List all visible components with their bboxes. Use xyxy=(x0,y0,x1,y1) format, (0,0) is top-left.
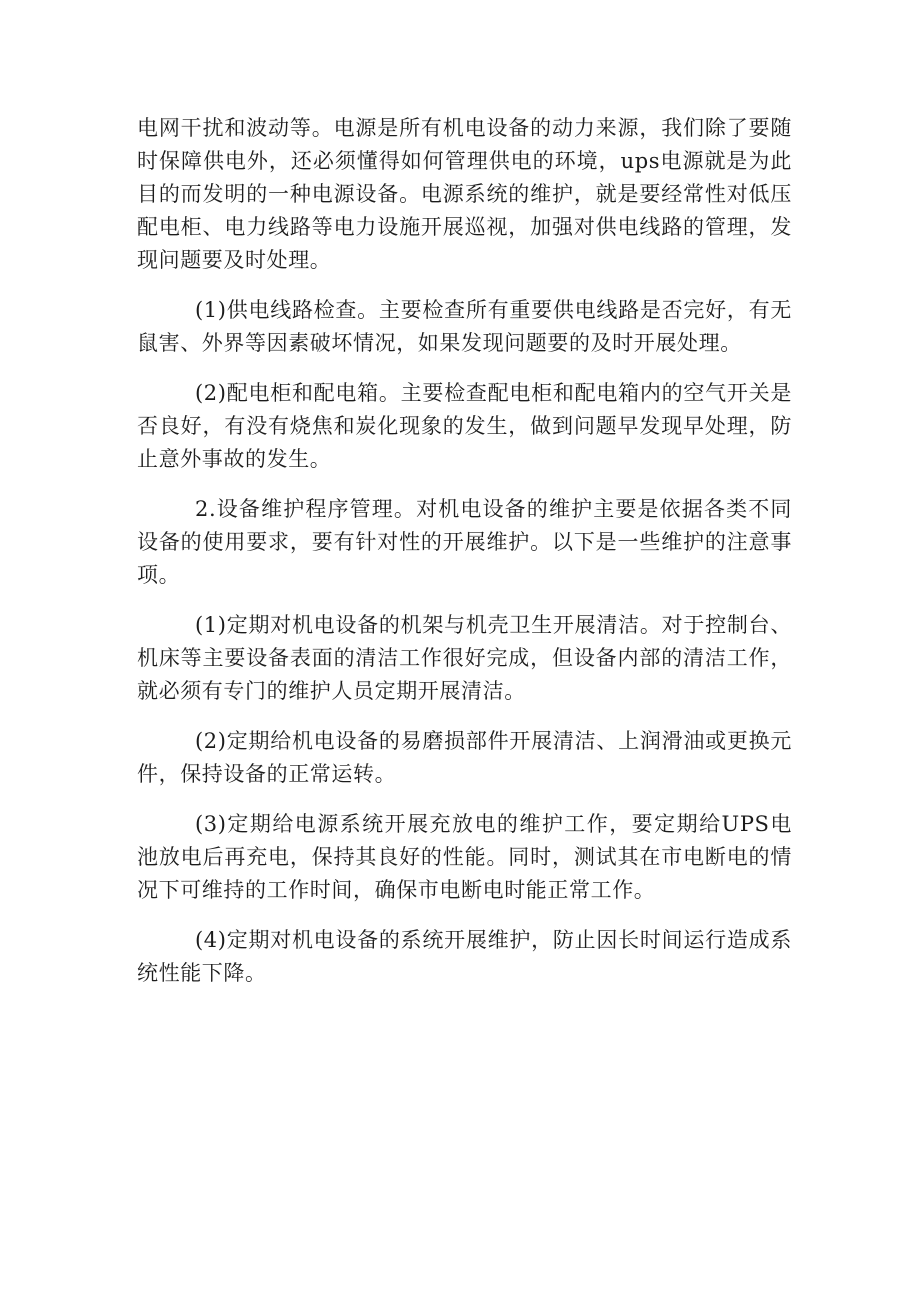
paragraph-wear-parts: (2)定期给机电设备的易磨损部件开展清洁、上润滑油或更换元件，保持设备的正常运转。 xyxy=(137,729,792,786)
paragraph-cleaning: (1)定期对机电设备的机架与机壳卫生开展清洁。对于控制台、机床等主要设备表面的清洁工作很好完成，但设备内部的清洁工作，就必须有专门的维护人员定期开展清洁。 xyxy=(137,613,792,703)
paragraph-distribution-cabinet: (2)配电柜和配电箱。主要检查配电柜和配电箱内的空气开关是否良好，有没有烧焦和炭化现象的发生，做到问题早发现早处理，防止意外事故的发生。 xyxy=(137,381,792,471)
paragraph-ups-charge: (3)定期给电源系统开展充放电的维护工作，要定期给UPS电池放电后再充电，保持其良好的性能。同时，测试其在市电断电的情况下可维持的工作时间，确保市电断电时能正常工作。 xyxy=(137,812,792,902)
paragraph-supply-line-check: (1)供电线路检查。主要检查所有重要供电线路是否完好，有无鼠害、外界等因素破坏情况，如果发现问题要的及时开展处理。 xyxy=(137,298,792,355)
paragraph-power-maintenance: 电网干扰和波动等。电源是所有机电设备的动力来源，我们除了要随时保障供电外，还必须懂得如何管理供电的环境，ups电源就是为此目的而发明的一种电源设备。电源系统的维护，就是要经常性对低压配电柜、电力线路等电力设施开展巡视，加强对供电线路的管理，发现问题要及时处理。 xyxy=(137,116,792,272)
paragraph-system-maintenance: (4)定期对机电设备的系统开展维护，防止因长时间运行造成系统性能下降。 xyxy=(137,928,792,985)
paragraph-maintenance-procedure: 2.设备维护程序管理。对机电设备的维护主要是依据各类不同设备的使用要求，要有针对性的开展维护。以下是一些维护的注意事项。 xyxy=(137,497,792,587)
